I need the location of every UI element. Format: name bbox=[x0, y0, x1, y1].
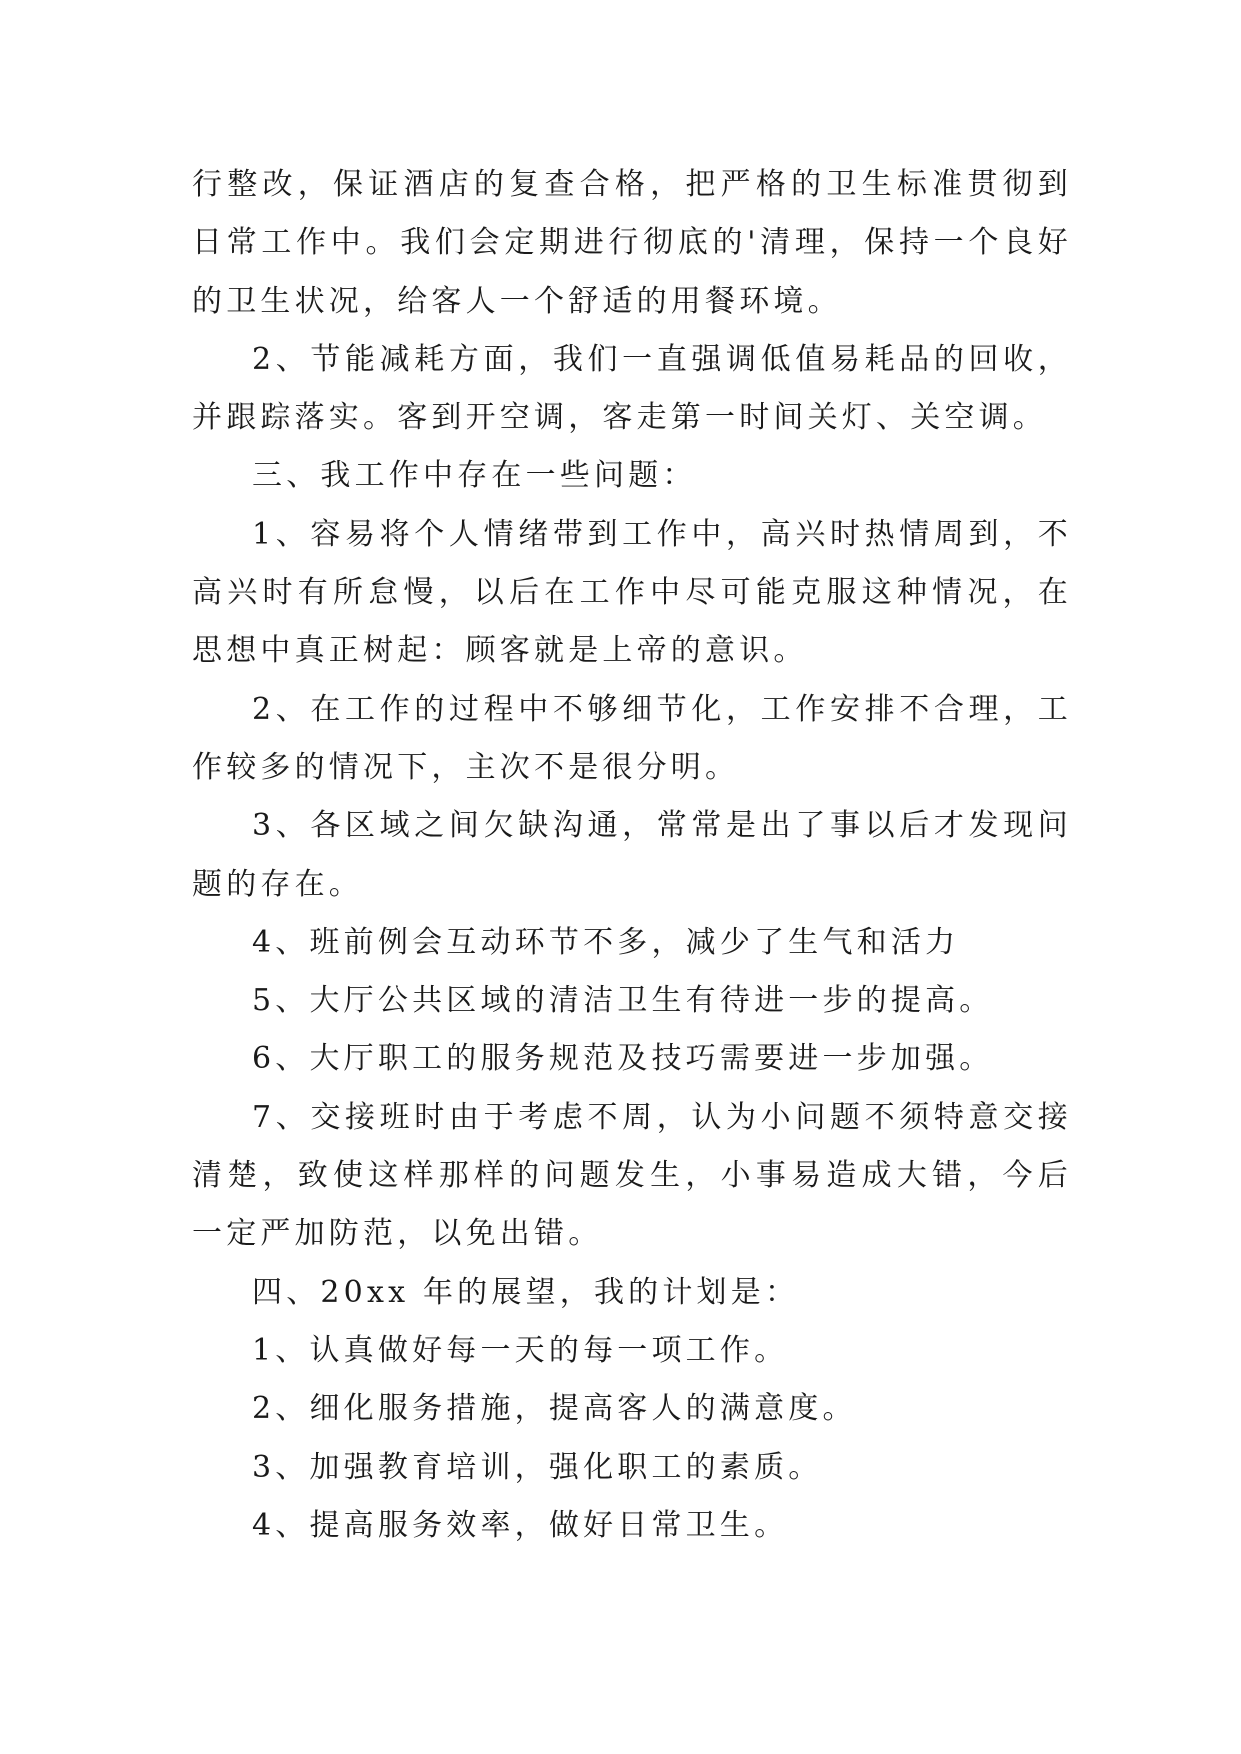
list-item: 1、容易将个人情绪带到工作中，高兴时热情周到，不高兴时有所怠慢，以后在工作中尽可能克服这种情况，在思想中真正树起：顾客就是上帝的意识。 bbox=[192, 516, 1072, 669]
list-item: 3、各区域之间欠缺沟通，常常是出了事以后才发现问题的存在。 bbox=[192, 808, 1072, 902]
paragraph: 行整改，保证酒店的复查合格，把严格的卫生标准贯彻到日常工作中。我们会定期进行彻底的'清理，保持一个良好的卫生状况，给客人一个舒适的用餐环境。 bbox=[192, 167, 1072, 319]
list-item: 2、在工作的过程中不够细节化，工作安排不合理，工作较多的情况下，主次不是很分明。 bbox=[192, 691, 1072, 785]
section-heading: 四、20xx 年的展望，我的计划是： bbox=[252, 1274, 800, 1310]
list-item: 7、交接班时由于考虑不周，认为小问题不须特意交接清楚，致使这样那样的问题发生，小事易造成大错，今后一定严加防范，以免出错。 bbox=[192, 1099, 1072, 1252]
document-body bbox=[192, 156, 1072, 1555]
list-item: 4、班前例会互动环节不多，减少了生气和活力 bbox=[252, 924, 960, 960]
list-item: 5、大厅公共区域的清洁卫生有待进一步的提高。 bbox=[252, 983, 994, 1019]
list-item: 4、提高服务效率，做好日常卫生。 bbox=[252, 1507, 789, 1543]
list-item: 1、认真做好每一天的每一项工作。 bbox=[252, 1332, 789, 1368]
section-heading: 三、我工作中存在一些问题： bbox=[252, 458, 697, 494]
list-item: 2、细化服务措施，提高客人的满意度。 bbox=[252, 1391, 857, 1427]
list-item: 3、加强教育培训，强化职工的素质。 bbox=[252, 1449, 823, 1485]
paragraph: 2、节能减耗方面，我们一直强调低值易耗品的回收，并跟踪落实。客到开空调，客走第一时间关灯、关空调。 bbox=[192, 341, 1072, 436]
list-item: 6、大厅职工的服务规范及技巧需要进一步加强。 bbox=[252, 1041, 994, 1077]
